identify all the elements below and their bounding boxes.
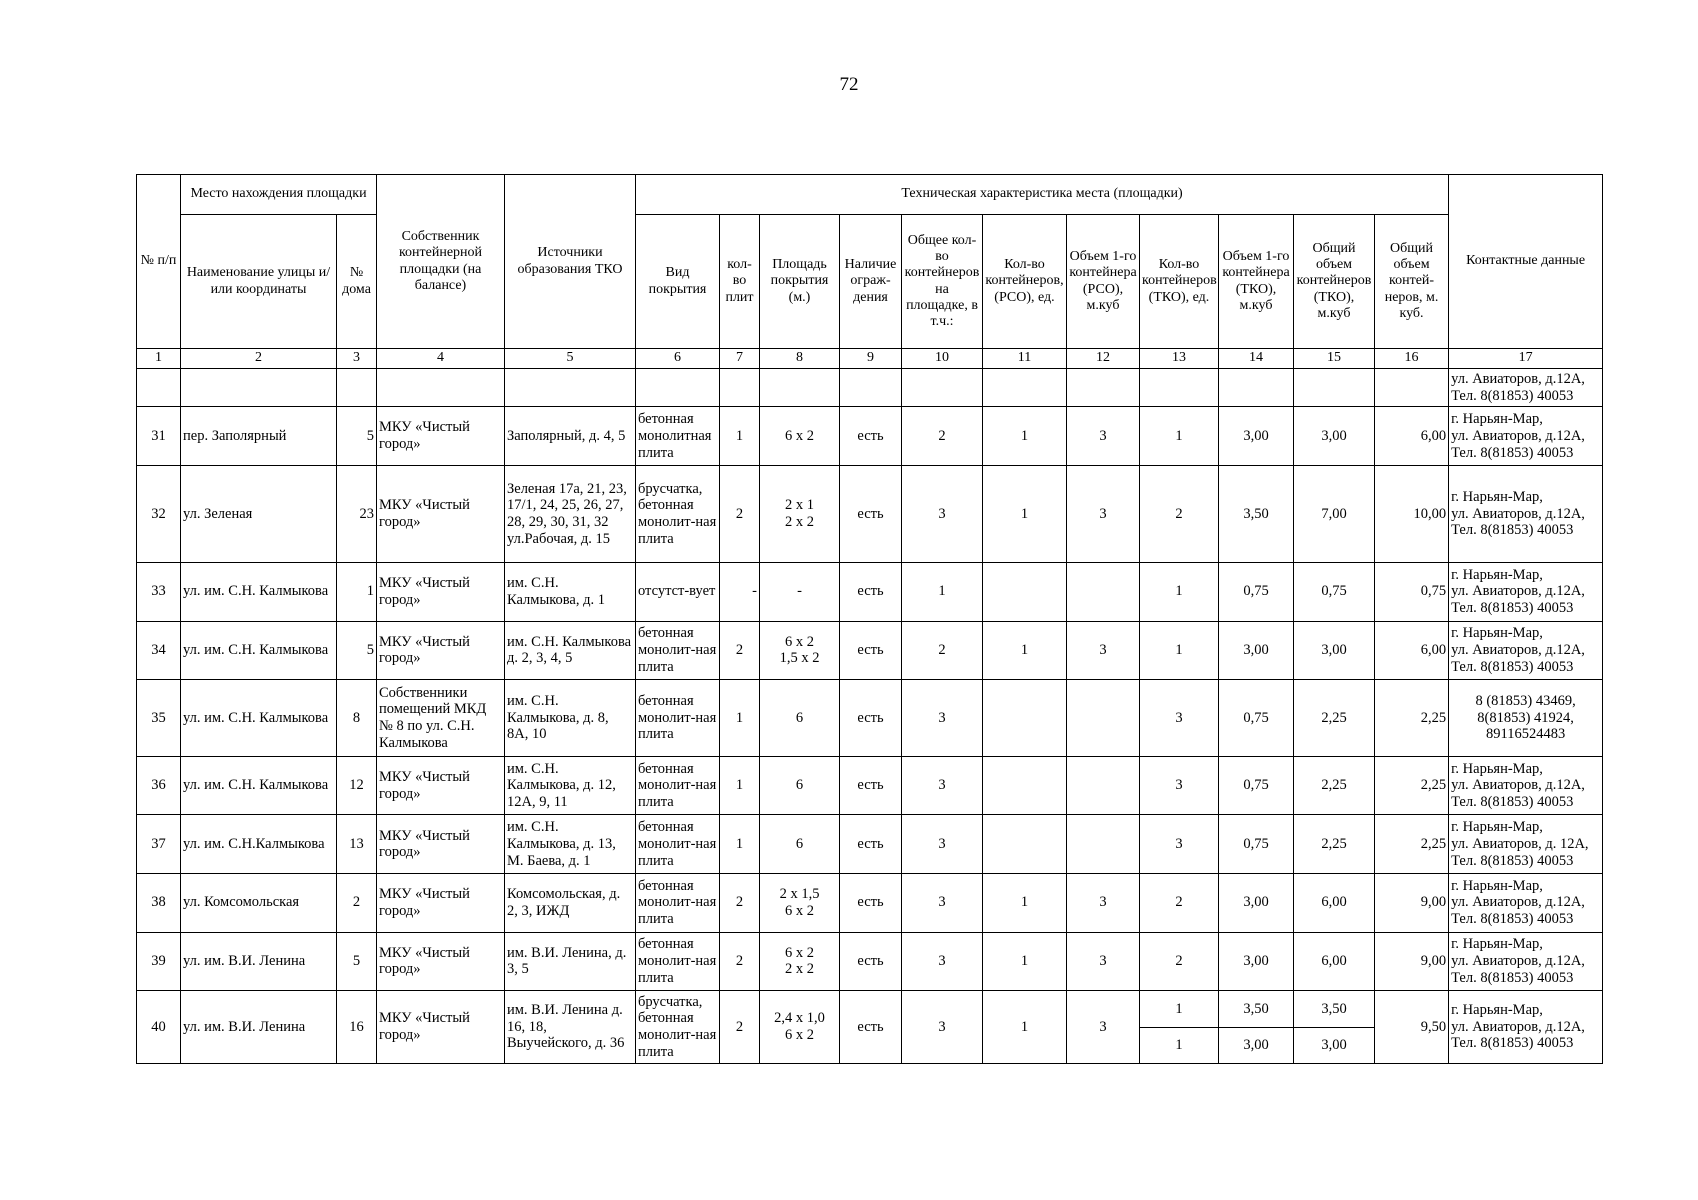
row-number-cell: 38	[137, 874, 181, 933]
fence-cell: есть	[840, 680, 902, 757]
total-volume-cell: 2,25	[1375, 680, 1449, 757]
contact-cell	[1449, 621, 1603, 680]
table-row	[137, 932, 1603, 991]
contact-line: 8(81853) 41924,	[1477, 709, 1574, 726]
rso-volume-cell: 3	[1067, 874, 1140, 933]
cover-type-cell: бетонная монолит-ная плита	[636, 932, 720, 991]
contact-line: г. Нарьян-Мар,	[1451, 411, 1543, 428]
tko-volume-cell: 3,00	[1219, 407, 1294, 466]
cover-type-cell: бетонная монолит-ная плита	[636, 621, 720, 680]
contact-line: ул. Авиаторов, д.12А,	[1451, 641, 1585, 658]
total-containers-cell: 3	[902, 756, 983, 815]
header-tech-group: Техническая характеристика места (площадки)	[636, 175, 1449, 215]
col-number: 11	[983, 349, 1067, 369]
cover-area-cell: 6 х 2	[760, 407, 840, 466]
tko-total-cell: 3,00	[1294, 407, 1375, 466]
contact-line: Тел. 8(81853) 40053	[1451, 600, 1574, 617]
street-cell: ул. Зеленая	[181, 465, 337, 562]
header-tko-volume1: Объем 1-го контейнера (ТКО), м.куб	[1219, 215, 1294, 349]
contact-cell	[1449, 407, 1603, 466]
total-volume-cell: 9,00	[1375, 874, 1449, 933]
plates-cell: 2	[720, 932, 760, 991]
row-number-cell: 39	[137, 932, 181, 991]
contact-cell	[1449, 756, 1603, 815]
contact-cell	[1449, 465, 1603, 562]
sources-cell: им. С.Н. Калмыкова, д. 1	[505, 562, 636, 621]
house-cell: 1	[337, 562, 377, 621]
table-row	[137, 407, 1603, 466]
house-cell: 5	[337, 932, 377, 991]
rso-volume-cell	[1067, 815, 1140, 874]
col-number: 2	[181, 349, 337, 369]
tko-total-cell: 7,00	[1294, 465, 1375, 562]
tko-count-cell: 3	[1140, 680, 1219, 757]
cover-area-cell: 2,4 х 1,0 6 х 2	[760, 991, 840, 1064]
row-number-cell: 34	[137, 621, 181, 680]
table-row	[137, 465, 1603, 562]
header-total-containers: Общее кол-во контейнеров на площадке, в т.ч.:	[902, 215, 983, 349]
tko-count-cell: 3	[1140, 756, 1219, 815]
contact-line: г. Нарьян-Мар,	[1451, 936, 1543, 953]
contact-line: Тел. 8(81853) 40053	[1451, 911, 1574, 928]
contact-line: г. Нарьян-Мар,	[1451, 760, 1543, 777]
row-number-cell: 40	[137, 991, 181, 1064]
total-containers-cell: 3	[902, 874, 983, 933]
rso-volume-cell: 3	[1067, 932, 1140, 991]
column-number-row	[137, 349, 1603, 369]
plates-cell: 1	[720, 815, 760, 874]
fence-cell: есть	[840, 621, 902, 680]
contact-line: г. Нарьян-Мар,	[1451, 566, 1543, 583]
total-containers-cell: 3	[902, 465, 983, 562]
header-cover-type: Вид покрытия	[636, 215, 720, 349]
owner-cell: МКУ «Чистый город»	[377, 815, 505, 874]
cover-type-cell: брусчатка, бетонная монолит-ная плита	[636, 991, 720, 1064]
contact-line: ул. Авиаторов, д.12А,	[1451, 894, 1585, 911]
fence-cell: есть	[840, 407, 902, 466]
tko-count-cell: 1	[1140, 991, 1219, 1027]
sources-cell: Зеленая 17а, 21, 23, 17/1, 24, 25, 26, 27, 28, 29, 30, 31, 32 ул.Рабочая, д. 15	[505, 465, 636, 562]
owner-cell: МКУ «Чистый город»	[377, 874, 505, 933]
cover-area-cell: 2 х 1 2 х 2	[760, 465, 840, 562]
col-number: 15	[1294, 349, 1375, 369]
table-row	[137, 562, 1603, 621]
sources-cell: им. С.Н. Калмыкова, д. 13, М. Баева, д. 1	[505, 815, 636, 874]
owner-cell: Собственники помещений МКД № 8 по ул. С.Н. Калмыкова	[377, 680, 505, 757]
contact-line: ул. Авиаторов, д.12А,	[1451, 953, 1585, 970]
total-containers-cell: 3	[902, 932, 983, 991]
header-contacts: Контактные данные	[1449, 175, 1603, 349]
tko-total-cell: 6,00	[1294, 874, 1375, 933]
header-location-group: Место нахождения площадки	[181, 175, 377, 215]
tko-volume-cell: 3,00	[1219, 621, 1294, 680]
total-containers-cell: 3	[902, 680, 983, 757]
contact-line: ул. Авиаторов, д.12А,	[1451, 427, 1585, 444]
tko-total-cell: 2,25	[1294, 756, 1375, 815]
total-containers-cell: 2	[902, 407, 983, 466]
rso-volume-cell	[1067, 562, 1140, 621]
owner-cell: МКУ «Чистый город»	[377, 932, 505, 991]
row-number-cell: 36	[137, 756, 181, 815]
total-volume-cell: 9,50	[1375, 991, 1449, 1064]
row-number-cell: 35	[137, 680, 181, 757]
street-cell: ул. им. С.Н. Калмыкова	[181, 621, 337, 680]
contact-line: 8 (81853) 43469,	[1475, 692, 1576, 709]
street-cell: ул. им. С.Н. Калмыкова	[181, 756, 337, 815]
rso-count-cell	[983, 815, 1067, 874]
tko-count-cell: 3	[1140, 815, 1219, 874]
street-cell: ул. Комсомольская	[181, 874, 337, 933]
rso-volume-cell: 3	[1067, 991, 1140, 1064]
rso-volume-cell: 3	[1067, 465, 1140, 562]
sources-cell: им. С.Н. Калмыкова, д. 8, 8А, 10	[505, 680, 636, 757]
col-number: 4	[377, 349, 505, 369]
cover-area-cell: 6 х 2 1,5 х 2	[760, 621, 840, 680]
cover-type-cell: бетонная монолит-ная плита	[636, 815, 720, 874]
col-number: 17	[1449, 349, 1603, 369]
contact-cell	[1449, 991, 1603, 1064]
contact-line: Тел. 8(81853) 40053	[1451, 444, 1574, 461]
contact-line: Тел. 8(81853) 40053	[1451, 387, 1574, 404]
rso-count-cell	[983, 562, 1067, 621]
col-number: 8	[760, 349, 840, 369]
cover-area-cell: 6	[760, 756, 840, 815]
fence-cell: есть	[840, 562, 902, 621]
house-cell: 13	[337, 815, 377, 874]
contact-line: Тел. 8(81853) 40053	[1451, 969, 1574, 986]
contact-line: Тел. 8(81853) 40053	[1451, 852, 1574, 869]
col-number: 10	[902, 349, 983, 369]
house-cell: 23	[337, 465, 377, 562]
contact-line: Тел. 8(81853) 40053	[1451, 522, 1574, 539]
plates-cell: 2	[720, 991, 760, 1064]
total-containers-cell: 3	[902, 815, 983, 874]
contact-line: г. Нарьян-Мар,	[1451, 819, 1543, 836]
header-plates: кол-во плит	[720, 215, 760, 349]
header-total-volume: Общий объем контей-неров, м. куб.	[1375, 215, 1449, 349]
street-cell: ул. им. С.Н. Калмыкова	[181, 680, 337, 757]
cover-area-cell: 6 х 2 2 х 2	[760, 932, 840, 991]
cover-type-cell: брусчатка, бетонная монолит-ная плита	[636, 465, 720, 562]
header-tko-total: Общий объем контейнеров (ТКО), м.куб	[1294, 215, 1375, 349]
street-cell: ул. им. С.Н.Калмыкова	[181, 815, 337, 874]
plates-cell: -	[720, 562, 760, 621]
contact-line: г. Нарьян-Мар,	[1451, 877, 1543, 894]
header-street: Наименование улицы и/или координаты	[181, 215, 337, 349]
sources-cell: им. С.Н. Калмыкова д. 2, 3, 4, 5	[505, 621, 636, 680]
sources-cell: Комсомольская, д. 2, 3, ИЖД	[505, 874, 636, 933]
total-volume-cell: 9,00	[1375, 932, 1449, 991]
total-volume-cell: 2,25	[1375, 815, 1449, 874]
col-number: 7	[720, 349, 760, 369]
tko-volume-cell: 0,75	[1219, 815, 1294, 874]
tko-count-cell: 1	[1140, 621, 1219, 680]
house-cell: 2	[337, 874, 377, 933]
rso-volume-cell: 3	[1067, 621, 1140, 680]
contact-cell	[1449, 815, 1603, 874]
total-volume-cell: 6,00	[1375, 621, 1449, 680]
col-number: 12	[1067, 349, 1140, 369]
street-cell: пер. Заполярный	[181, 407, 337, 466]
contact-line: Тел. 8(81853) 40053	[1451, 658, 1574, 675]
tko-total-cell: 0,75	[1294, 562, 1375, 621]
rso-count-cell: 1	[983, 991, 1067, 1064]
house-cell: 16	[337, 991, 377, 1064]
rso-count-cell: 1	[983, 874, 1067, 933]
row-number-cell: 31	[137, 407, 181, 466]
cover-area-cell: -	[760, 562, 840, 621]
owner-cell: МКУ «Чистый город»	[377, 562, 505, 621]
contact-line: ул. Авиаторов, д.12А,	[1451, 371, 1585, 388]
street-cell: ул. им. С.Н. Калмыкова	[181, 562, 337, 621]
contact-line: ул. Авиаторов, д.12А,	[1451, 777, 1585, 794]
table-row	[137, 621, 1603, 680]
col-number: 13	[1140, 349, 1219, 369]
tko-total-cell: 2,25	[1294, 815, 1375, 874]
plates-cell: 2	[720, 465, 760, 562]
tko-count-cell: 2	[1140, 932, 1219, 991]
cover-type-cell: бетонная монолит-ная плита	[636, 756, 720, 815]
cover-type-cell: бетонная монолит-ная плита	[636, 874, 720, 933]
header-cover-area: Площадь покрытия (м.)	[760, 215, 840, 349]
total-volume-cell: 10,00	[1375, 465, 1449, 562]
tko-volume-cell: 3,50	[1219, 465, 1294, 562]
street-cell: ул. им. В.И. Ленина	[181, 991, 337, 1064]
total-containers-cell: 3	[902, 991, 983, 1064]
cover-area-cell: 6	[760, 680, 840, 757]
tko-count-cell: 1	[1140, 562, 1219, 621]
fence-cell: есть	[840, 932, 902, 991]
rso-count-cell	[983, 756, 1067, 815]
sources-cell: им. В.И. Ленина д. 16, 18, Выучейского, д. 36	[505, 991, 636, 1064]
contact-cell	[1449, 369, 1603, 407]
tko-count-cell: 2	[1140, 874, 1219, 933]
header-tko-count: Кол-во контейнеров (ТКО), ед.	[1140, 215, 1219, 349]
cover-type-cell: бетонная монолитная плита	[636, 407, 720, 466]
plates-cell: 1	[720, 756, 760, 815]
col-number: 5	[505, 349, 636, 369]
tko-total-cell: 6,00	[1294, 932, 1375, 991]
house-cell: 12	[337, 756, 377, 815]
contact-line: г. Нарьян-Мар,	[1451, 625, 1543, 642]
tko-volume-cell: 3,00	[1219, 932, 1294, 991]
tko-volume-cell: 0,75	[1219, 680, 1294, 757]
street-cell: ул. им. В.И. Ленина	[181, 932, 337, 991]
contact-cell	[1449, 562, 1603, 621]
contact-line: Тел. 8(81853) 40053	[1451, 793, 1574, 810]
tko-count-cell: 2	[1140, 465, 1219, 562]
row-number-cell: 33	[137, 562, 181, 621]
tko-volume-cell: 3,00	[1219, 1027, 1294, 1063]
row-number-cell: 32	[137, 465, 181, 562]
fence-cell: есть	[840, 756, 902, 815]
contact-line: г. Нарьян-Мар,	[1451, 1002, 1543, 1019]
tko-volume-cell: 3,00	[1219, 874, 1294, 933]
rso-count-cell: 1	[983, 932, 1067, 991]
tko-volume-cell: 0,75	[1219, 562, 1294, 621]
contact-line: Тел. 8(81853) 40053	[1451, 1035, 1574, 1052]
col-number: 3	[337, 349, 377, 369]
table-row	[137, 815, 1603, 874]
tko-total-cell: 3,00	[1294, 621, 1375, 680]
owner-cell: МКУ «Чистый город»	[377, 621, 505, 680]
tko-count-cell: 1	[1140, 1027, 1219, 1063]
contact-cell	[1449, 680, 1603, 757]
header-num: № п/п	[137, 175, 181, 349]
fence-cell: есть	[840, 991, 902, 1064]
row-number-cell: 37	[137, 815, 181, 874]
contact-line: ул. Авиаторов, д. 12А,	[1451, 835, 1589, 852]
tko-total-cell: 3,50	[1294, 991, 1375, 1027]
header-owner: Собственник контейнерной площадки (на балансе)	[377, 175, 505, 349]
tko-count-cell: 1	[1140, 407, 1219, 466]
total-volume-cell: 2,25	[1375, 756, 1449, 815]
rso-volume-cell: 3	[1067, 407, 1140, 466]
contact-cell	[1449, 874, 1603, 933]
rso-volume-cell	[1067, 756, 1140, 815]
fence-cell: есть	[840, 815, 902, 874]
rso-volume-cell	[1067, 680, 1140, 757]
rso-count-cell	[983, 680, 1067, 757]
col-number: 16	[1375, 349, 1449, 369]
container-sites-table	[136, 174, 1603, 1064]
sources-cell: им. В.И. Ленина, д. 3, 5	[505, 932, 636, 991]
col-number: 14	[1219, 349, 1294, 369]
col-number: 6	[636, 349, 720, 369]
plates-cell: 1	[720, 680, 760, 757]
total-volume-cell: 6,00	[1375, 407, 1449, 466]
table-row	[137, 991, 1603, 1027]
table-row	[137, 756, 1603, 815]
carry-over-row	[137, 369, 1603, 407]
cover-area-cell: 6	[760, 815, 840, 874]
header-rso-volume1: Объем 1-го контейнера (РСО), м.куб	[1067, 215, 1140, 349]
header-house: № дома	[337, 215, 377, 349]
contact-cell	[1449, 932, 1603, 991]
col-number: 9	[840, 349, 902, 369]
contact-line: ул. Авиаторов, д.12А,	[1451, 1018, 1585, 1035]
tko-volume-cell: 3,50	[1219, 991, 1294, 1027]
rso-count-cell: 1	[983, 621, 1067, 680]
tko-total-cell: 3,00	[1294, 1027, 1375, 1063]
plates-cell: 2	[720, 621, 760, 680]
sources-cell: им. С.Н. Калмыкова, д. 12, 12А, 9, 11	[505, 756, 636, 815]
cover-type-cell: бетонная монолит-ная плита	[636, 680, 720, 757]
col-number: 1	[137, 349, 181, 369]
rso-count-cell: 1	[983, 407, 1067, 466]
table-row	[137, 680, 1603, 757]
total-volume-cell: 0,75	[1375, 562, 1449, 621]
rso-count-cell: 1	[983, 465, 1067, 562]
header-rso-count: Кол-во контейнеров, (РСО), ед.	[983, 215, 1067, 349]
sources-cell: Заполярный, д. 4, 5	[505, 407, 636, 466]
owner-cell: МКУ «Чистый город»	[377, 991, 505, 1064]
contact-line: ул. Авиаторов, д.12А,	[1451, 583, 1585, 600]
total-containers-cell: 2	[902, 621, 983, 680]
cover-area-cell: 2 х 1,5 6 х 2	[760, 874, 840, 933]
cover-type-cell: отсутст-вует	[636, 562, 720, 621]
house-cell: 5	[337, 407, 377, 466]
fence-cell: есть	[840, 874, 902, 933]
total-containers-cell: 1	[902, 562, 983, 621]
header-sources: Источники образования ТКО	[505, 175, 636, 349]
contact-line: г. Нарьян-Мар,	[1451, 488, 1543, 505]
plates-cell: 1	[720, 407, 760, 466]
contact-line: 89116524483	[1485, 726, 1566, 743]
owner-cell: МКУ «Чистый город»	[377, 756, 505, 815]
owner-cell: МКУ «Чистый город»	[377, 465, 505, 562]
house-cell: 8	[337, 680, 377, 757]
contact-line: ул. Авиаторов, д.12А,	[1451, 505, 1585, 522]
header-fence: Наличие ограж-дения	[840, 215, 902, 349]
page-number: 72	[839, 74, 859, 95]
tko-total-cell: 2,25	[1294, 680, 1375, 757]
house-cell: 5	[337, 621, 377, 680]
table-row	[137, 874, 1603, 933]
tko-volume-cell: 0,75	[1219, 756, 1294, 815]
owner-cell: МКУ «Чистый город»	[377, 407, 505, 466]
plates-cell: 2	[720, 874, 760, 933]
fence-cell: есть	[840, 465, 902, 562]
